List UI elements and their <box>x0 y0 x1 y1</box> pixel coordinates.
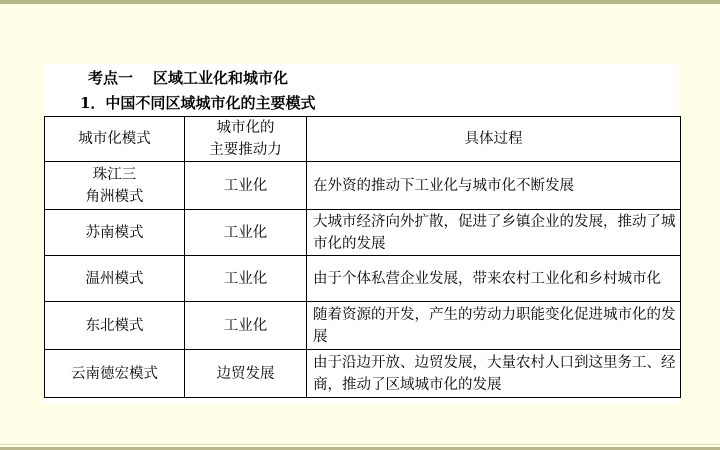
section-number: 考点一 <box>88 69 134 87</box>
header-driver <box>185 117 307 162</box>
mode-cell: 苏南模式 <box>45 210 185 256</box>
top-border <box>0 0 720 4</box>
header-driver-line2: 主要推动力 <box>209 142 282 158</box>
driver-cell: 工业化 <box>185 302 307 350</box>
header-process: 具体过程 <box>307 117 681 162</box>
bottom-rule <box>0 444 720 445</box>
table-row <box>45 350 681 398</box>
table-row <box>45 210 681 256</box>
header-driver-line1: 城市化的 <box>216 120 275 136</box>
header-mode: 城市化模式 <box>45 117 185 162</box>
section-title-text: 区域工业化和城市化 <box>153 69 289 87</box>
process-cell: 由于沿边开放、边贸发展，大量农村人口到这里务工、经商，推动了区域城市化的发展 <box>307 350 681 398</box>
driver-cell: 边贸发展 <box>185 350 307 398</box>
table-row <box>45 162 681 210</box>
table-row <box>45 302 681 350</box>
table-header-row <box>45 117 681 162</box>
process-cell: 大城市经济向外扩散，促进了乡镇企业的发展，推动了城市化的发展 <box>307 210 681 256</box>
mode-cell: 东北模式 <box>45 302 185 350</box>
process-cell: 由于个体私营企业发展，带来农村工业化和乡村城市化 <box>307 256 681 302</box>
section-title <box>88 68 288 88</box>
process-cell: 随着资源的开发，产生的劳动力职能变化促进城市化的发展 <box>307 302 681 350</box>
driver-cell: 工业化 <box>185 210 307 256</box>
urbanization-modes-table <box>44 116 681 398</box>
mode-cell: 云南德宏模式 <box>45 350 185 398</box>
driver-cell: 工业化 <box>185 162 307 210</box>
table-row <box>45 256 681 302</box>
table-caption: 1．中国不同区域城市化的主要模式 <box>80 94 316 112</box>
mode-line2: 角洲模式 <box>85 188 144 205</box>
mode-cell <box>45 162 185 210</box>
mode-cell: 温州模式 <box>45 256 185 302</box>
process-cell: 在外资的推动下工业化与城市化不断发展 <box>307 162 681 210</box>
mode-line1: 珠江三 <box>92 166 137 183</box>
driver-cell: 工业化 <box>185 256 307 302</box>
